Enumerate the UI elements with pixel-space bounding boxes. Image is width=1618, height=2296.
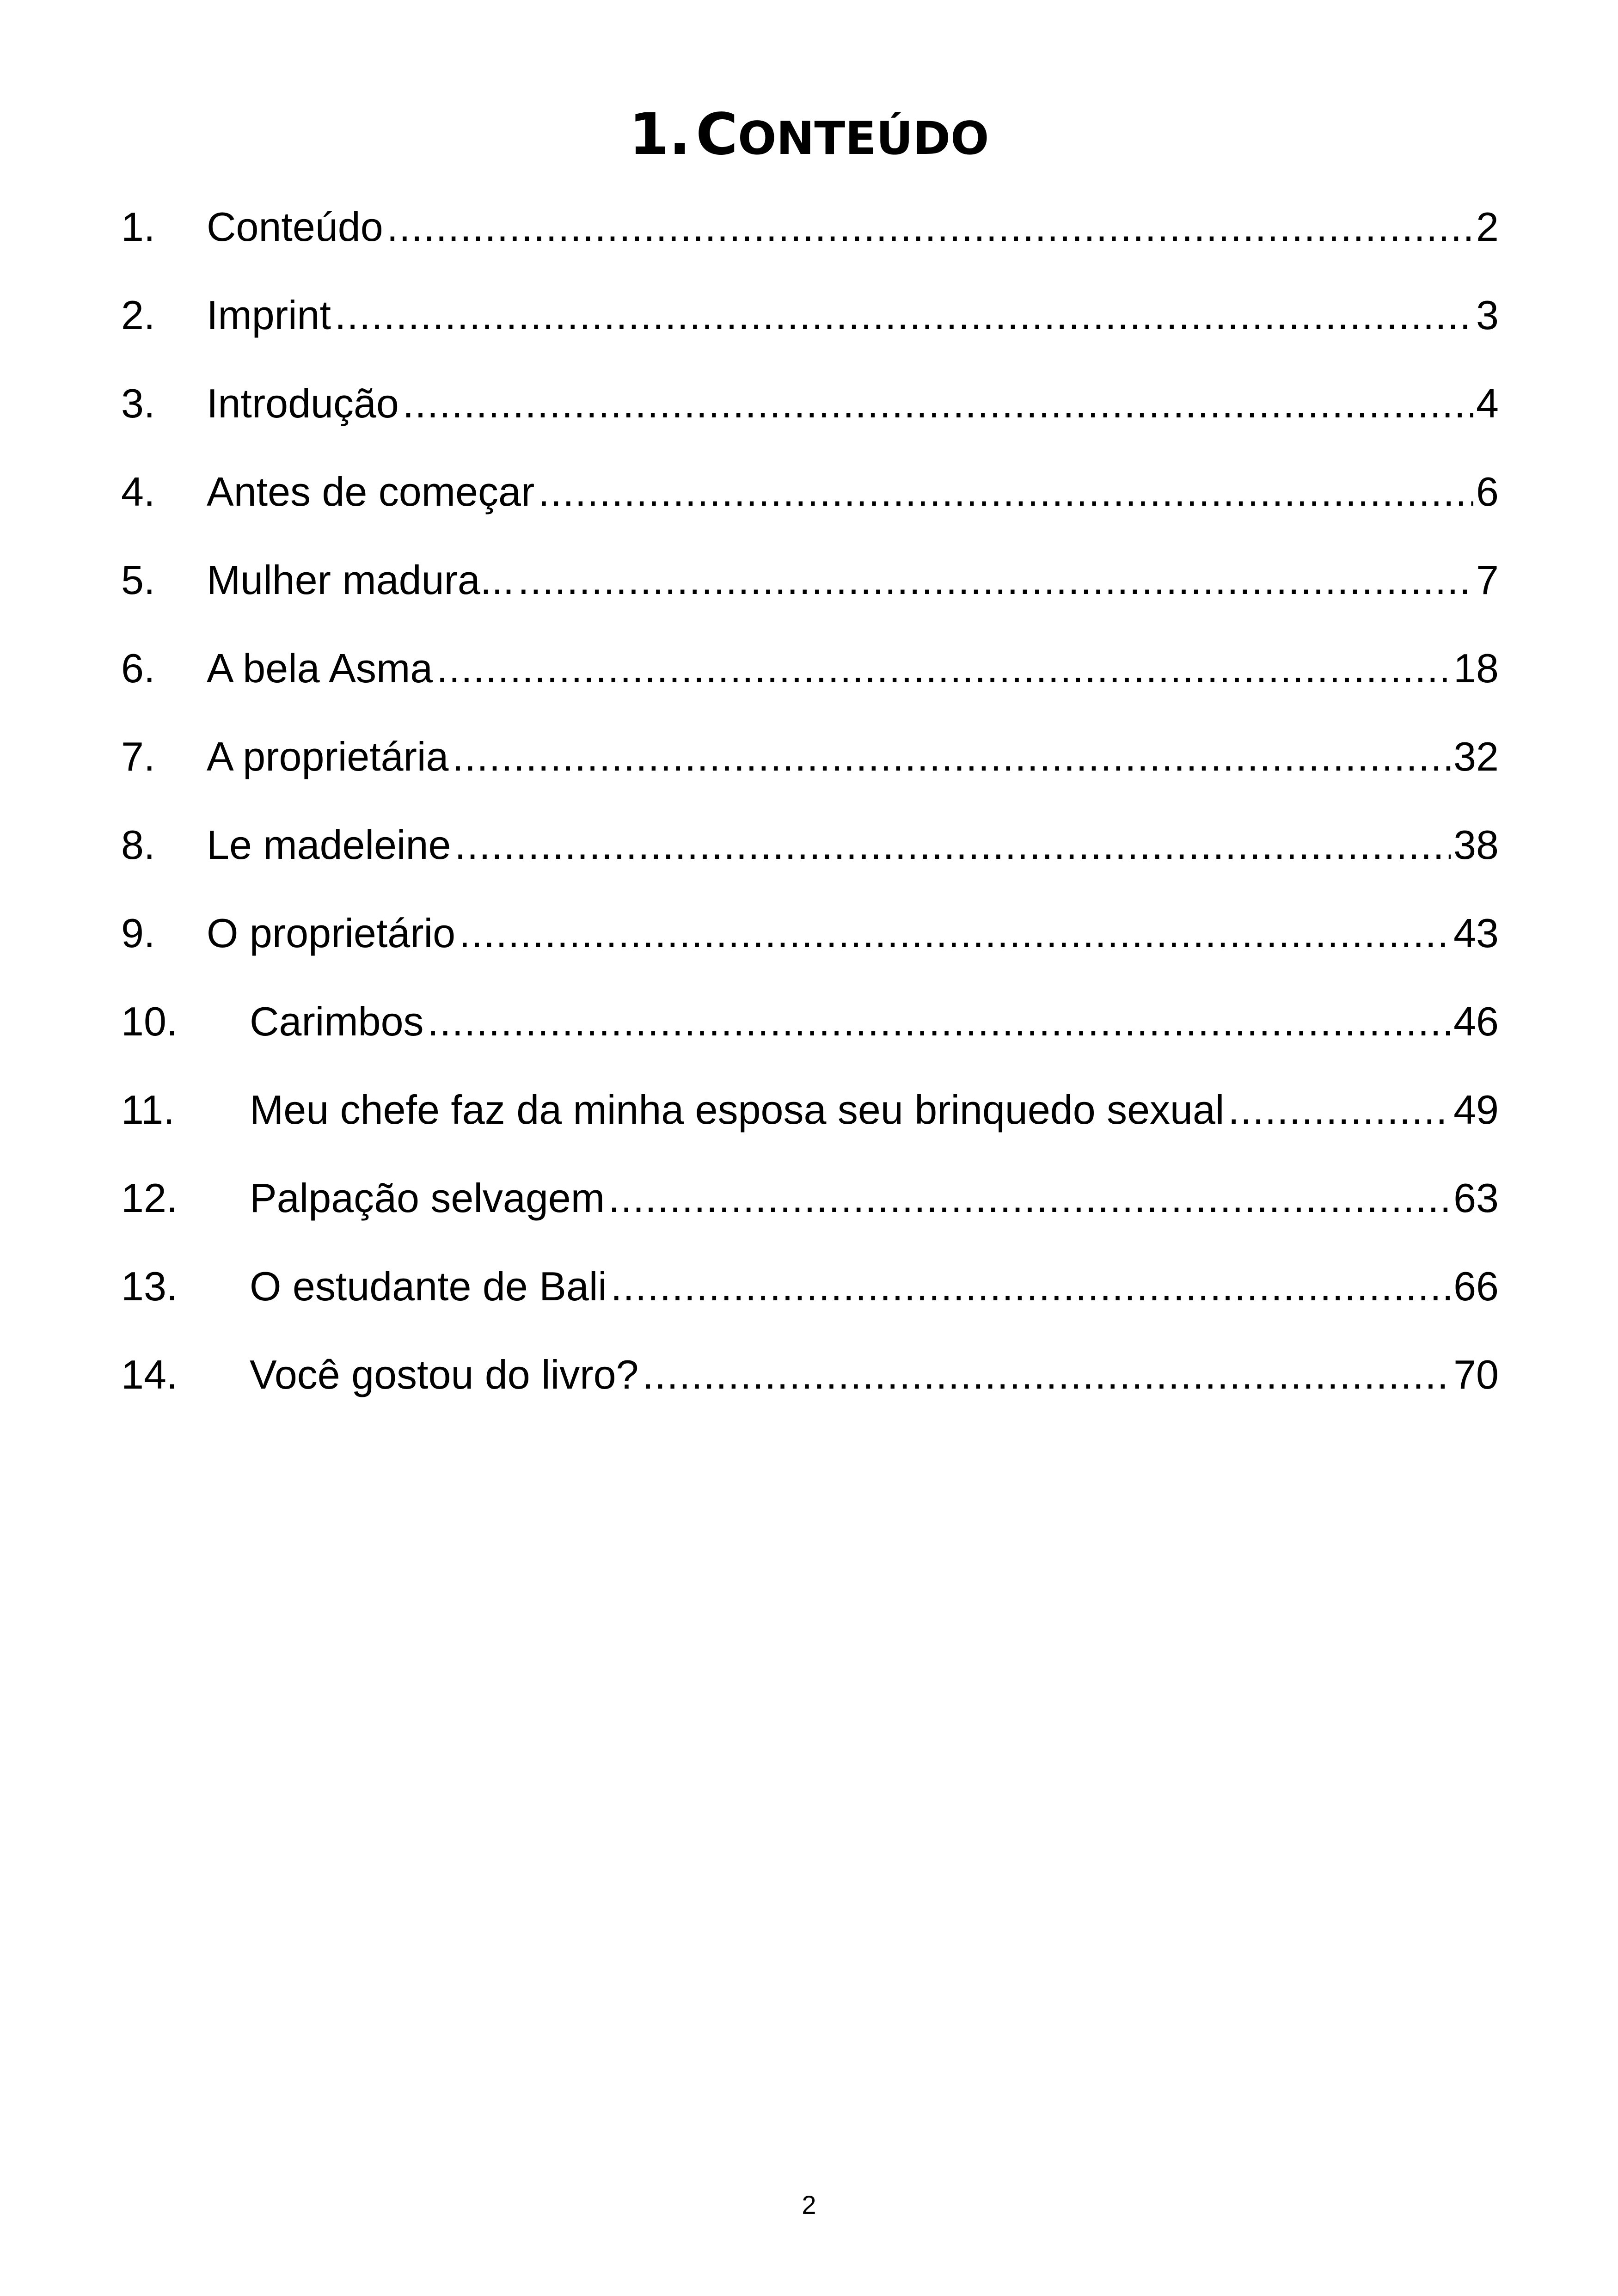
toc-entry-page: 49 — [1453, 1086, 1499, 1133]
toc-entry-page: 32 — [1453, 733, 1499, 779]
toc-entry[interactable] — [121, 712, 1499, 801]
toc-entry-page: 43 — [1453, 910, 1499, 956]
toc-entry-label: Conteúdo — [207, 199, 387, 255]
table-of-contents — [121, 183, 1499, 1419]
toc-entry-page: 18 — [1453, 645, 1499, 691]
toc-entry-number: 1. — [121, 203, 155, 250]
toc-entry[interactable] — [121, 1065, 1499, 1154]
toc-entry-label: Carimbos — [250, 994, 428, 1049]
toc-entry-label: Le madeleine — [207, 817, 454, 873]
toc-entry[interactable] — [121, 359, 1499, 447]
toc-entry[interactable] — [121, 889, 1499, 977]
toc-entry-number: 3. — [121, 380, 155, 426]
toc-entry-page: 6 — [1476, 468, 1499, 514]
toc-entry-page: 2 — [1476, 203, 1499, 250]
toc-entry-number: 10. — [121, 998, 178, 1044]
toc-entry-page: 66 — [1453, 1263, 1499, 1309]
toc-entry-page: 38 — [1453, 821, 1499, 868]
toc-entry[interactable] — [121, 1154, 1499, 1242]
toc-dot-leader — [403, 376, 1473, 431]
toc-dot-leader — [1228, 1082, 1451, 1138]
toc-entry-label: Imprint — [207, 288, 335, 343]
toc-entry-page: 3 — [1476, 292, 1499, 338]
toc-entry-label: Mulher madura... — [207, 552, 518, 608]
toc-entry-label: O proprietário — [207, 906, 459, 961]
toc-entry-label: Você gostou do livro? — [250, 1347, 642, 1402]
toc-entry-page: 46 — [1453, 998, 1499, 1044]
toc-entry-label: A bela Asma — [207, 641, 436, 696]
toc-entry-label: Meu chefe faz da minha esposa seu brinquedo sexual — [250, 1082, 1228, 1138]
toc-dot-leader — [518, 552, 1473, 608]
toc-entry[interactable] — [121, 536, 1499, 624]
page-number: 2 — [802, 2190, 816, 2219]
title-initial: C — [696, 101, 738, 168]
toc-entry-page: 4 — [1476, 380, 1499, 426]
toc-entry[interactable] — [121, 1330, 1499, 1419]
toc-entry-number: 12. — [121, 1175, 178, 1221]
page-title — [0, 98, 1618, 186]
toc-entry-label: O estudante de Bali — [250, 1259, 611, 1314]
toc-dot-leader — [428, 994, 1451, 1049]
toc-dot-leader — [335, 288, 1473, 343]
toc-dot-leader — [387, 199, 1473, 255]
title-small-caps: ONTEÚDO — [738, 112, 989, 165]
toc-entry-label: A proprietária — [207, 729, 452, 784]
toc-entry[interactable] — [121, 271, 1499, 359]
toc-dot-leader — [538, 464, 1473, 520]
toc-dot-leader — [608, 1170, 1451, 1226]
toc-entry-number: 6. — [121, 645, 155, 691]
toc-dot-leader — [611, 1259, 1451, 1314]
toc-entry[interactable] — [121, 801, 1499, 889]
toc-entry-number: 2. — [121, 292, 155, 338]
toc-entry-page: 70 — [1453, 1351, 1499, 1397]
toc-entry-page: 63 — [1453, 1175, 1499, 1221]
toc-entry-number: 13. — [121, 1263, 178, 1309]
toc-entry-number: 4. — [121, 468, 155, 514]
toc-entry-number: 9. — [121, 910, 155, 956]
toc-entry-number: 7. — [121, 733, 155, 779]
toc-entry-label: Antes de começar — [207, 464, 538, 520]
toc-entry-page: 7 — [1476, 557, 1499, 603]
toc-entry[interactable] — [121, 624, 1499, 712]
toc-entry[interactable] — [121, 183, 1499, 271]
toc-dot-leader — [436, 641, 1451, 696]
title-number: 1. — [629, 101, 691, 168]
toc-entry[interactable] — [121, 447, 1499, 536]
toc-dot-leader — [642, 1347, 1451, 1402]
toc-entry-label: Palpação selvagem — [250, 1170, 608, 1226]
toc-entry-number: 11. — [121, 1086, 175, 1133]
toc-entry-label: Introdução — [207, 376, 403, 431]
toc-entry-number: 14. — [121, 1351, 178, 1397]
toc-dot-leader — [459, 906, 1451, 961]
toc-entry[interactable] — [121, 1242, 1499, 1330]
toc-entry-number: 8. — [121, 821, 155, 868]
toc-dot-leader — [454, 817, 1451, 873]
toc-entry-number: 5. — [121, 557, 155, 603]
toc-dot-leader — [452, 729, 1451, 784]
toc-entry[interactable] — [121, 977, 1499, 1065]
